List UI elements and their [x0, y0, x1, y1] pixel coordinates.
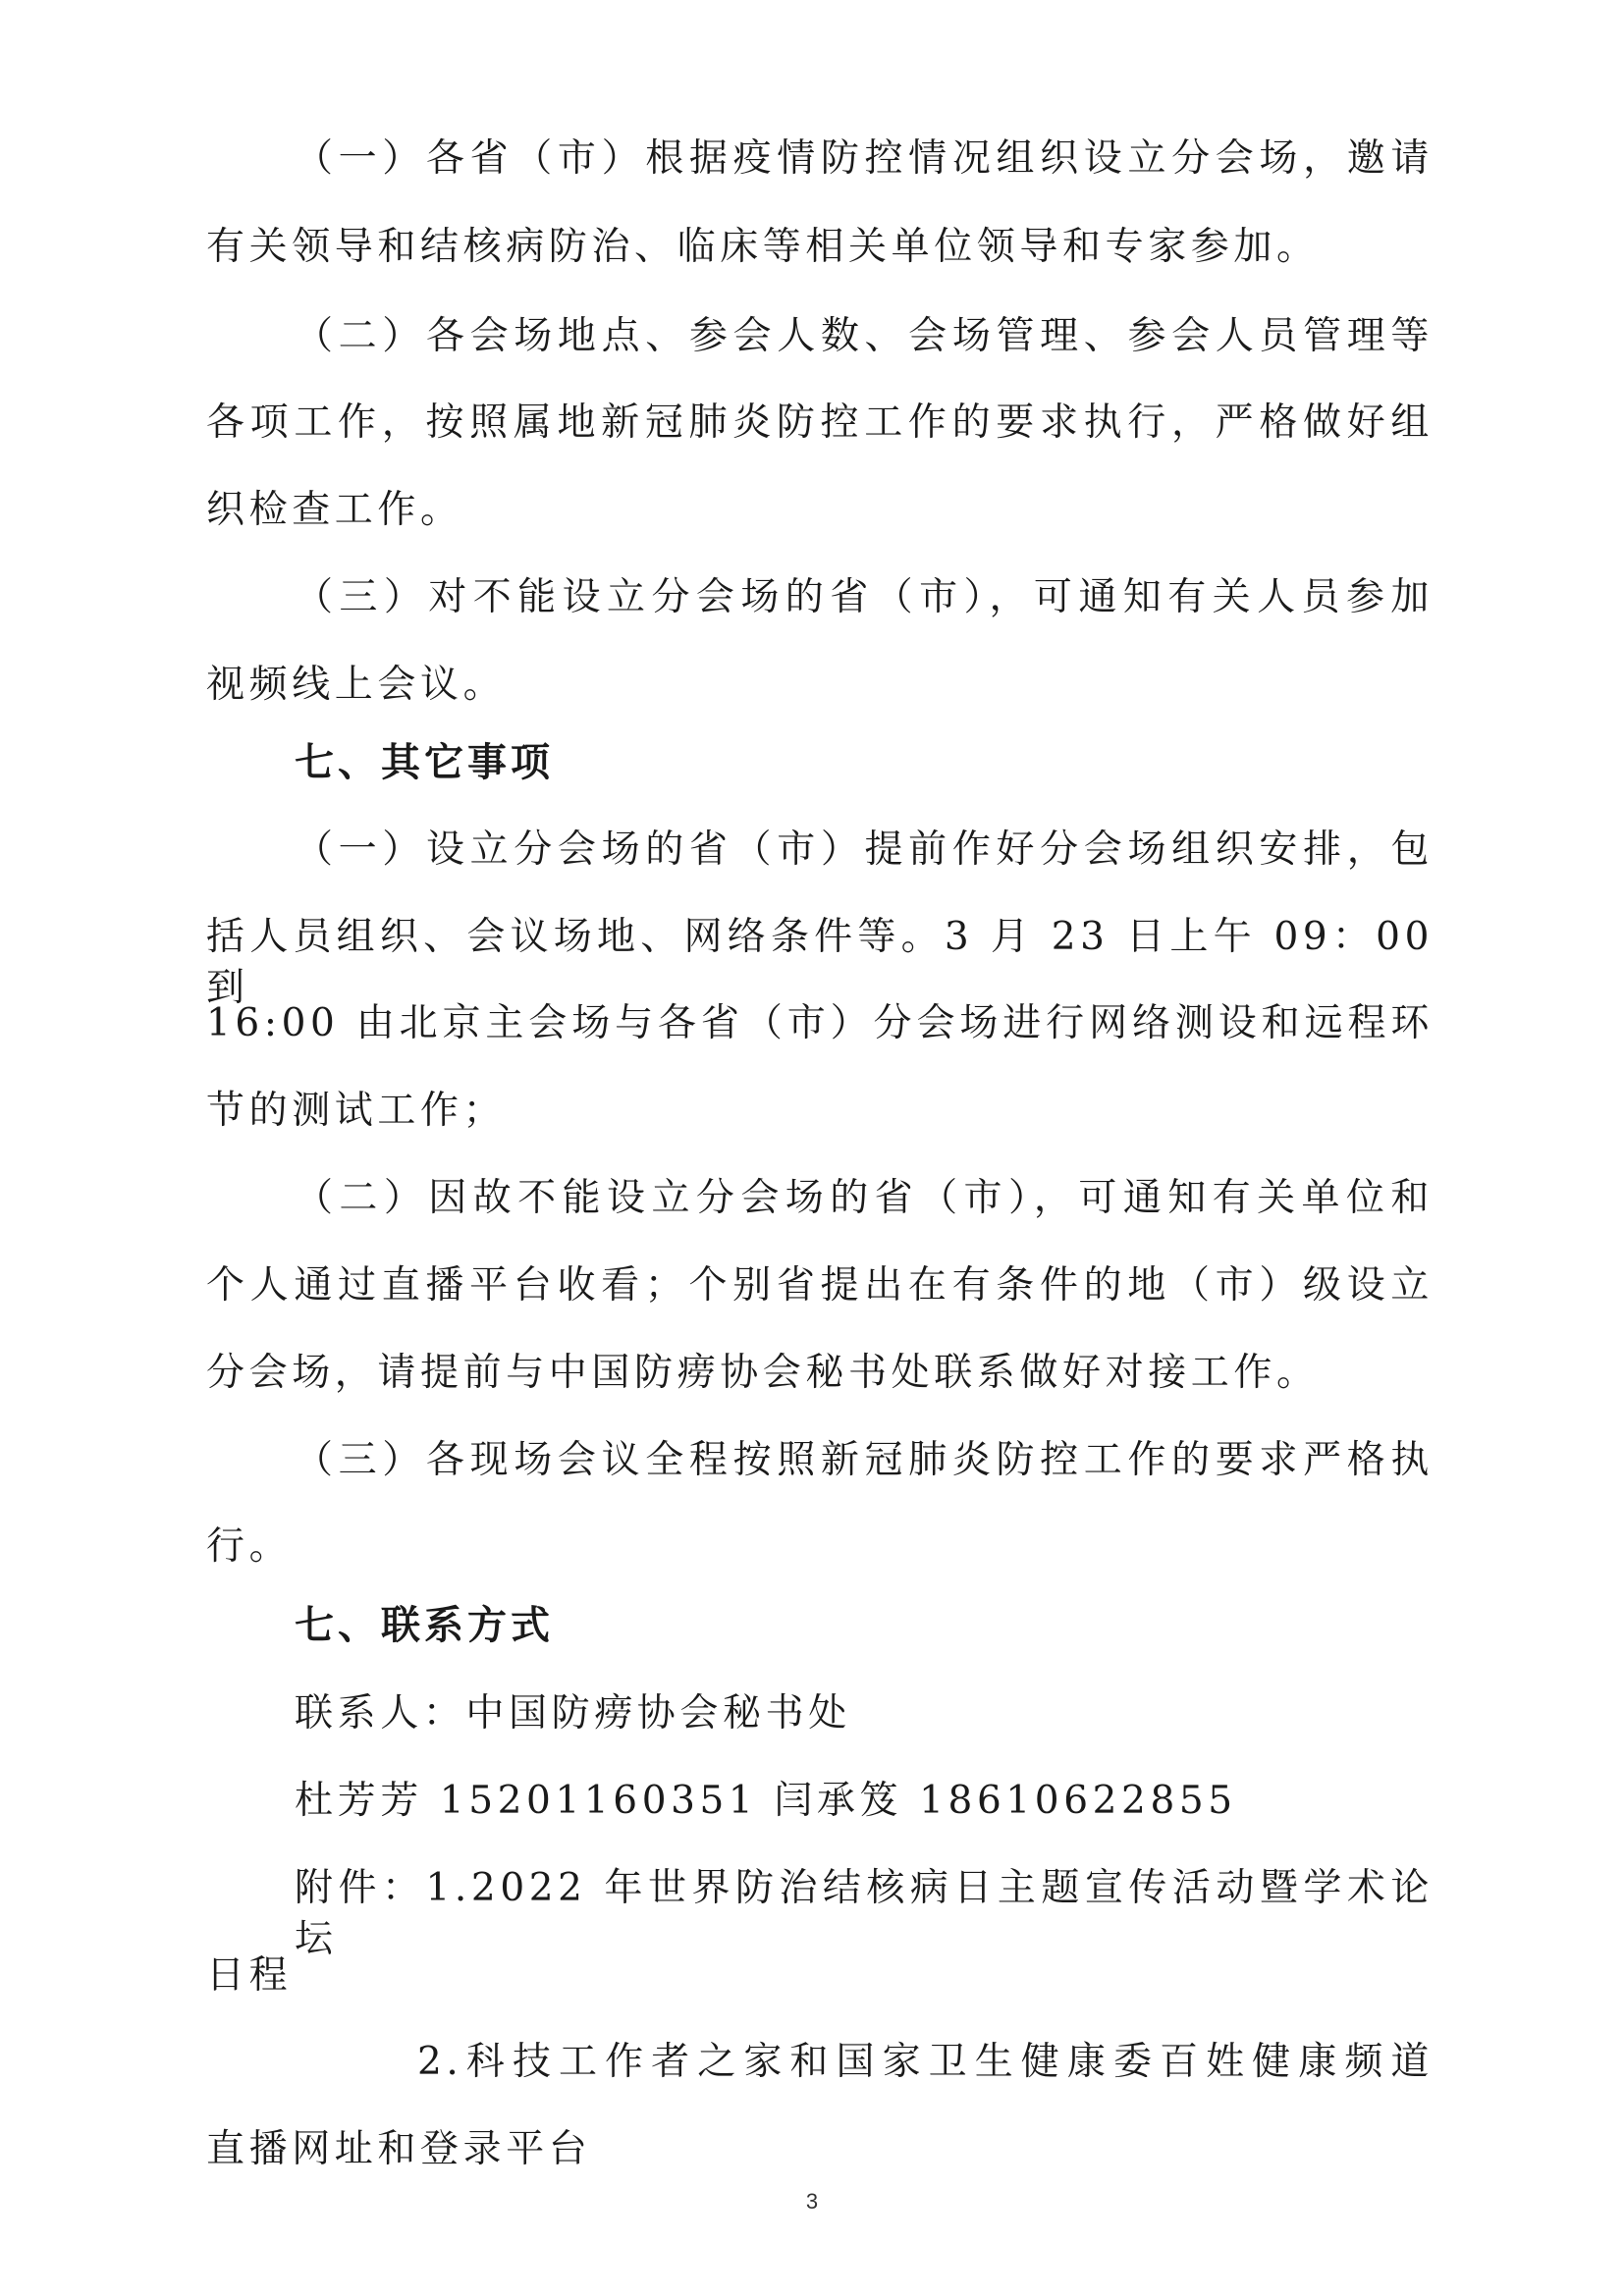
attachment-1-line-1: 附件：1.2022 年世界防治结核病日主题宣传活动暨学术论坛 [295, 1866, 1434, 1961]
section-heading-contact: 七、联系方式 [295, 1603, 554, 1648]
paragraph-7-1-line-4: 节的测试工作； [206, 1089, 507, 1133]
attachment-1-line-2: 日程 [206, 1953, 293, 1998]
page-number: 3 [805, 2189, 819, 2214]
paragraph-7-3-line-2: 行。 [206, 1524, 293, 1569]
paragraph-7-1-line-2: 括人员组织、会议场地、网络条件等。3 月 23 日上午 09：00 到 [206, 915, 1434, 1010]
paragraph-6-3-line-2: 视频线上会议。 [206, 663, 507, 707]
paragraph-6-2-line-3: 织检查工作。 [206, 488, 463, 532]
paragraph-7-2-line-3: 分会场，请提前与中国防痨协会秘书处联系做好对接工作。 [206, 1351, 1320, 1395]
paragraph-6-2-line-2: 各项工作，按照属地新冠肺炎防控工作的要求执行，严格做好组 [206, 400, 1434, 445]
paragraph-7-1-line-3: 16:00 由北京主会场与各省（市）分会场进行网络测设和远程环 [206, 1001, 1434, 1045]
attachment-2-line-2: 直播网址和登录平台 [206, 2127, 592, 2171]
paragraph-7-2-line-2: 个人通过直播平台收看；个别省提出在有条件的地（市）级设立 [206, 1263, 1434, 1308]
paragraph-7-2-line-1: （二）因故不能设立分会场的省（市），可通知有关单位和 [295, 1176, 1434, 1220]
attachment-2-line-1: 2.科技工作者之家和国家卫生健康委百姓健康频道 [417, 2040, 1434, 2084]
paragraph-7-1-line-1: （一）设立分会场的省（市）提前作好分会场组织安排，包 [295, 828, 1434, 872]
paragraph-6-3-line-1: （三）对不能设立分会场的省（市），可通知有关人员参加 [295, 575, 1434, 619]
section-heading-other-matters: 七、其它事项 [295, 740, 554, 785]
paragraph-6-1-line-1: （一）各省（市）根据疫情防控情况组织设立分会场，邀请 [295, 136, 1434, 181]
contact-phone-line: 杜芳芳 15201160351 闫承笈 18610622855 [295, 1779, 1237, 1823]
paragraph-7-3-line-1: （三）各现场会议全程按照新冠肺炎防控工作的要求严格执 [295, 1438, 1434, 1482]
paragraph-6-1-line-2: 有关领导和结核病防治、临床等相关单位领导和专家参加。 [206, 225, 1320, 269]
contact-person-line: 联系人：中国防痨协会秘书处 [295, 1691, 851, 1735]
paragraph-6-2-line-1: （二）各会场地点、参会人数、会场管理、参会人员管理等 [295, 314, 1434, 358]
